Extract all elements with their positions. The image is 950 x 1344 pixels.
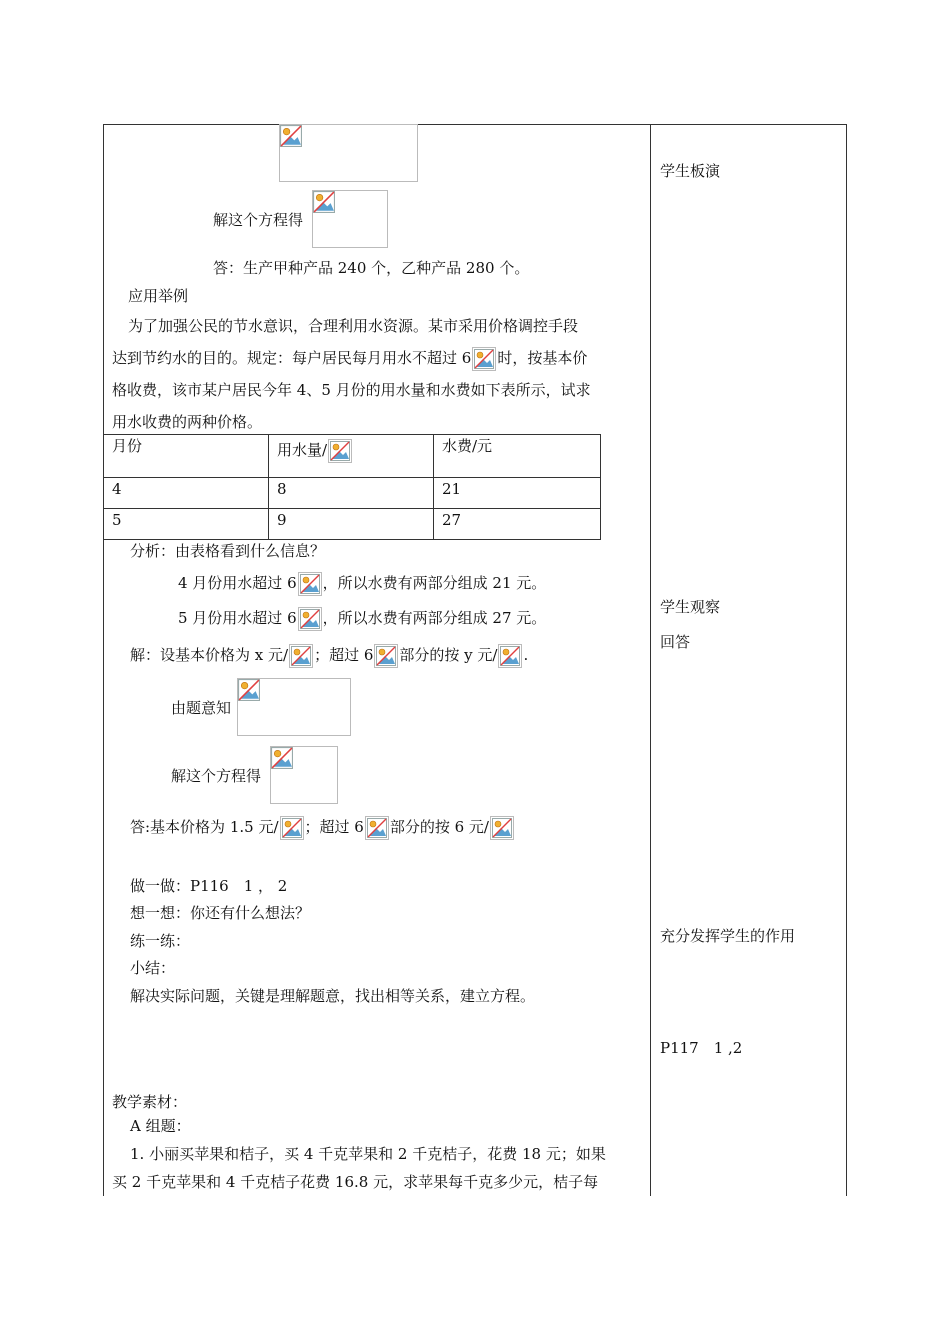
broken-image-icon <box>238 679 260 701</box>
unit-image <box>365 816 389 840</box>
solve-label: 解这个方程得 <box>213 211 304 229</box>
answer-1: 答：生产甲种产品 240 个，乙种产品 280 个。 <box>213 259 530 277</box>
problem-line-1: 为了加强公民的节水意识，合理利用水资源。某市采用价格调控手段 <box>128 317 579 335</box>
note-board-work: 学生板演 <box>660 162 721 180</box>
solve-label-2: 解这个方程得 <box>171 767 262 785</box>
table-header-row <box>104 435 601 478</box>
broken-image-icon <box>291 646 311 666</box>
table-cell: 27 <box>434 509 601 540</box>
table-header: 水费/元 <box>434 435 601 478</box>
unit-image <box>472 347 496 371</box>
table-header: 月份 <box>104 435 269 478</box>
practice-exercise: 练一练： <box>130 932 191 950</box>
unit-image <box>490 816 514 840</box>
table-cell: 21 <box>434 478 601 509</box>
problem-line-4: 用水收费的两种价格。 <box>112 413 263 431</box>
broken-image-icon <box>376 646 396 666</box>
summary-label: 小结： <box>130 959 176 977</box>
note-answer: 回答 <box>660 633 691 651</box>
broken-image-icon <box>271 747 293 769</box>
equation-image <box>279 124 418 182</box>
table-cell: 9 <box>269 509 434 540</box>
broken-image-icon <box>367 818 387 838</box>
broken-image-icon <box>492 818 512 838</box>
note-student-role: 充分发挥学生的作用 <box>660 927 796 945</box>
problem-text <box>112 310 644 438</box>
group-label: A 组题： <box>130 1117 191 1135</box>
solution-image-2 <box>270 746 338 804</box>
water-usage-table <box>103 434 601 540</box>
note-exercise-ref: P117 1 ,2 <box>660 1039 743 1057</box>
practice-think: 想一想：你还有什么想法？ <box>130 904 311 922</box>
summary-text: 解决实际问题，关键是理解题意，找出相等关系，建立方程。 <box>130 987 536 1005</box>
unit-image <box>328 439 352 463</box>
broken-image-icon <box>282 818 302 838</box>
broken-image-icon <box>474 349 494 369</box>
table-cell: 4 <box>104 478 269 509</box>
section-heading: 应用举例 <box>128 287 189 305</box>
broken-image-icon <box>300 574 320 594</box>
practice-do: 做一做：P116 1 ， 2 <box>130 877 288 895</box>
unit-image <box>289 644 313 668</box>
table-row <box>104 478 601 509</box>
unit-image <box>298 572 322 596</box>
question-1-line-1: 1. 小丽买苹果和桔子，买 4 千克苹果和 2 千克桔子，花费 18 元；如果 <box>130 1145 606 1163</box>
equation-system-image <box>237 678 351 736</box>
unit-image <box>498 644 522 668</box>
material-title: 教学素材： <box>112 1093 188 1111</box>
table-header: 用水量/ <box>269 435 434 478</box>
analysis-intro: 分析：由表格看到什么信息？ <box>130 542 326 560</box>
column-divider <box>650 124 651 1196</box>
unit-image <box>298 607 322 631</box>
broken-image-icon <box>313 191 335 213</box>
problem-line-2: 达到节约水的目的。规定：每户居民每月用水不超过 6 时，按基本价 <box>112 342 644 374</box>
table-row <box>104 509 601 540</box>
note-observe: 学生观察 <box>660 598 721 616</box>
analysis-line-1: 4 月份用水超过 6 ，所以水费有两部分组成 21 元。 <box>178 571 546 596</box>
solution-image <box>312 190 388 248</box>
answer-2: 答:基本价格为 1.5 元/ ；超过 6 部分的按 6 元/ <box>130 815 515 840</box>
broken-image-icon <box>300 609 320 629</box>
table-cell: 5 <box>104 509 269 540</box>
broken-image-icon <box>330 441 350 461</box>
known-label: 由题意知 <box>171 699 232 717</box>
problem-line-3: 格收费，该市某户居民今年 4、5 月份的用水量和水费如下表所示，试求 <box>112 381 591 399</box>
unit-image <box>374 644 398 668</box>
broken-image-icon <box>500 646 520 666</box>
solution-line: 解：设基本价格为 x 元/ ；超过 6 部分的按 y 元/ . <box>130 643 528 668</box>
analysis-line-2: 5 月份用水超过 6 ，所以水费有两部分组成 27 元。 <box>178 606 546 631</box>
unit-image <box>280 816 304 840</box>
question-1-line-2: 买 2 千克苹果和 4 千克桔子花费 16.8 元，求苹果每千克多少元，桔子每 <box>112 1173 599 1191</box>
broken-image-icon <box>280 125 302 147</box>
table-cell: 8 <box>269 478 434 509</box>
